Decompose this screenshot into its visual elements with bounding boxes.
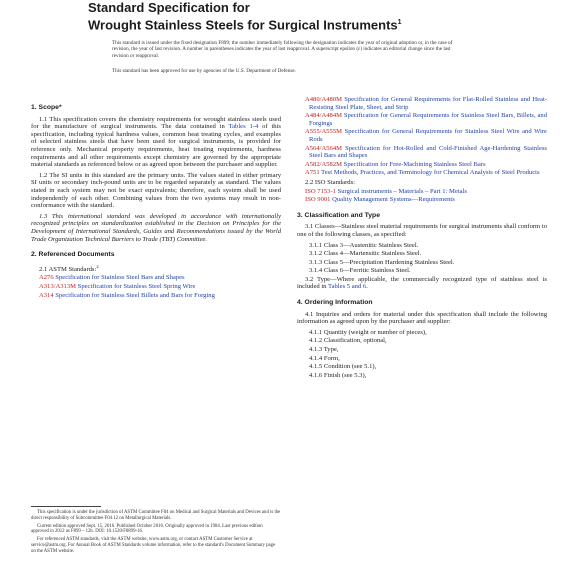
reference-item[interactable]: A314 Specification for Stainless Steel Billets and Bars for Forging xyxy=(39,291,215,299)
paragraph-4-1: 4.1 Inquiries and orders for material under this specification shall include the following information as agreed upon by the purchaser and supplier: xyxy=(297,310,547,326)
left-column xyxy=(31,100,281,300)
footnote-1: This specification is under the jurisdiction of ASTM Committee F04 on Medical and Surgical Materials and Devices and is the direct responsibility of Subcommittee F04.12 on Metallurgical Materials. xyxy=(31,510,281,521)
paragraph-1-1: 1.1 This specification covers the chemistry requirements for wrought stainless steels used for the manufacture of surgical instruments. The data contained in Tables 1-4 of this specification, including typical hardness values, common heat treating cycles, and examples of selected stainless steels that have been used for surgical instruments, is provided for reference only. Mechanical property requirements, heat treating requirements, hardness requirements and all other requirements except chemistry are governed by the appropriate material standards as referenced below or as agreed upon between the purchaser and supplier. xyxy=(31,115,281,169)
section-3-heading: 3. Classification and Type xyxy=(297,211,380,219)
iso-standards-subheading: 2.2 ISO Standards: xyxy=(305,178,356,186)
tables-1-4-link[interactable]: Tables 1-4 xyxy=(228,123,259,131)
reference-item[interactable]: A276 Specification for Stainless Steel Bars and Shapes xyxy=(39,274,185,282)
class-item: 3.1.4 Class 6—Ferritic Stainless Steel. xyxy=(309,267,411,275)
reference-item[interactable]: A582/A582M Specification for Free-Machining Stainless Steel Bars xyxy=(305,160,486,168)
reference-item[interactable]: A313/A313M Specification for Stainless Steel Spring Wire xyxy=(39,283,196,291)
paragraph-1-2: 1.2 The SI units in this standard are the primary units. The values stated in either primary SI units or secondary inch-pound units are to be regarded separately as standard. The values stated in each system may not be exact equivalents; therefore, each system shall be used independently of each other. Combining values from the two systems may result in non-conformance with the standard. xyxy=(31,171,281,210)
designation-notice: This standard is issued under the fixed designation F899; the number immediately following the designation indicates the year of original adoption or, in the case of revision, the year of last revision. A number in parentheses indicates the year of last reapproval. A superscript epsilon (ε) indicates an editorial change since the last revision or reapproval. xyxy=(112,40,453,59)
reference-item[interactable]: ISO 7153-1 Surgical instruments – Materials – Part 1: Metals xyxy=(305,187,467,195)
reference-item[interactable]: A564/A564M Specification for Hot-Rolled and Cold-Finished Age-Hardening Stainless Steel Bars and Shapes xyxy=(305,144,547,160)
footnote-divider xyxy=(31,506,101,507)
ordering-item: 4.1.6 Finish (see 5.3), xyxy=(309,371,367,379)
ordering-item: 4.1.4 Form, xyxy=(309,354,340,362)
class-item: 3.1.2 Class 4—Martensitic Stainless Steel. xyxy=(309,250,422,258)
footnote-1b: Current edition approved Sept. 15, 2016. Published October 2016. Originally approved in 1984. Last previous edition approved in 2012 as F899 – 12b. DOI: 10.1520/F0899-16. xyxy=(31,523,263,535)
reference-item[interactable]: A480/A480M Specification for General Requirements for Flat-Rolled Stainless and Heat-Resisting Steel Plate, Sheet, and Strip xyxy=(305,96,547,111)
section-2-heading: 2. Referenced Documents xyxy=(31,251,115,259)
dod-notice: This standard has been approved for use by agencies of the U.S. Department of Defense. xyxy=(112,68,296,74)
footnotes xyxy=(31,510,281,557)
ordering-item: 4.1.5 Condition (see 5.1), xyxy=(309,363,377,371)
reference-item[interactable]: A484/A484M Specification for General Requirements for Stainless Steel Bars, Billets, and Forgings xyxy=(305,112,547,127)
class-item: 3.1.3 Class 5—Precipitation Hardening Stainless Steel. xyxy=(309,258,455,266)
title-footnote-mark: 1 xyxy=(397,19,402,26)
footnote-2: For referenced ASTM standards, visit the ASTM website, www.astm.org, or contact ASTM Customer Service at service@astm.org. For Annual Book of ASTM Standards volume information, refer to the standard's Document Summary page on the ASTM website. xyxy=(31,537,276,554)
ordering-item: 4.1.2 Classification, optional, xyxy=(309,337,387,345)
reference-item[interactable]: ISO 9001 Quality Management Systems—Requirements xyxy=(305,196,455,204)
paragraph-3-1: 3.1 Classes—Stainless steel material requirements for surgical instruments shall conform to one of the following classes, as specified: xyxy=(297,223,547,238)
reference-item[interactable]: A751 Test Methods, Practices, and Terminology for Chemical Analysis of Steel Products xyxy=(305,169,540,177)
ordering-item: 4.1.3 Type, xyxy=(309,346,339,354)
section-4-heading: 4. Ordering Information xyxy=(297,299,373,307)
class-item: 3.1.1 Class 3—Austenitic Stainless Steel. xyxy=(309,241,419,249)
reference-item[interactable]: A555/A555M Specification for General Requirements for Stainless Steel Wire and Wire Rods xyxy=(305,128,547,143)
section-1-heading: 1. Scope* xyxy=(31,104,62,111)
document-title xyxy=(88,0,528,32)
paragraph-1-3: 1.3 This international standard was developed in accordance with internationally recognized principles on standardization established in the Decision on Principles for the Development of International Standards, Guides and Recommendations issued by the World Trade Organization Technical Barriers to Trade (TBT) Committee. xyxy=(31,212,281,243)
ordering-item: 4.1.1 Quantity (weight or number of pieces), xyxy=(309,328,427,336)
tables-5-6-link[interactable]: Tables 5 and 6 xyxy=(328,283,367,291)
astm-standards-subheading: 2.1 ASTM Standards:$^2$ xyxy=(39,263,99,273)
title-line-1: Standard Specification for xyxy=(88,0,250,15)
title-line-2: Wrought Stainless Steels for Surgical Instruments xyxy=(88,17,398,33)
paragraph-3-2: 3.2 Type—Where applicable, the commercially recognized type of stainless steel is included in Tables 5 and 6. xyxy=(297,275,547,291)
right-column xyxy=(297,96,547,380)
